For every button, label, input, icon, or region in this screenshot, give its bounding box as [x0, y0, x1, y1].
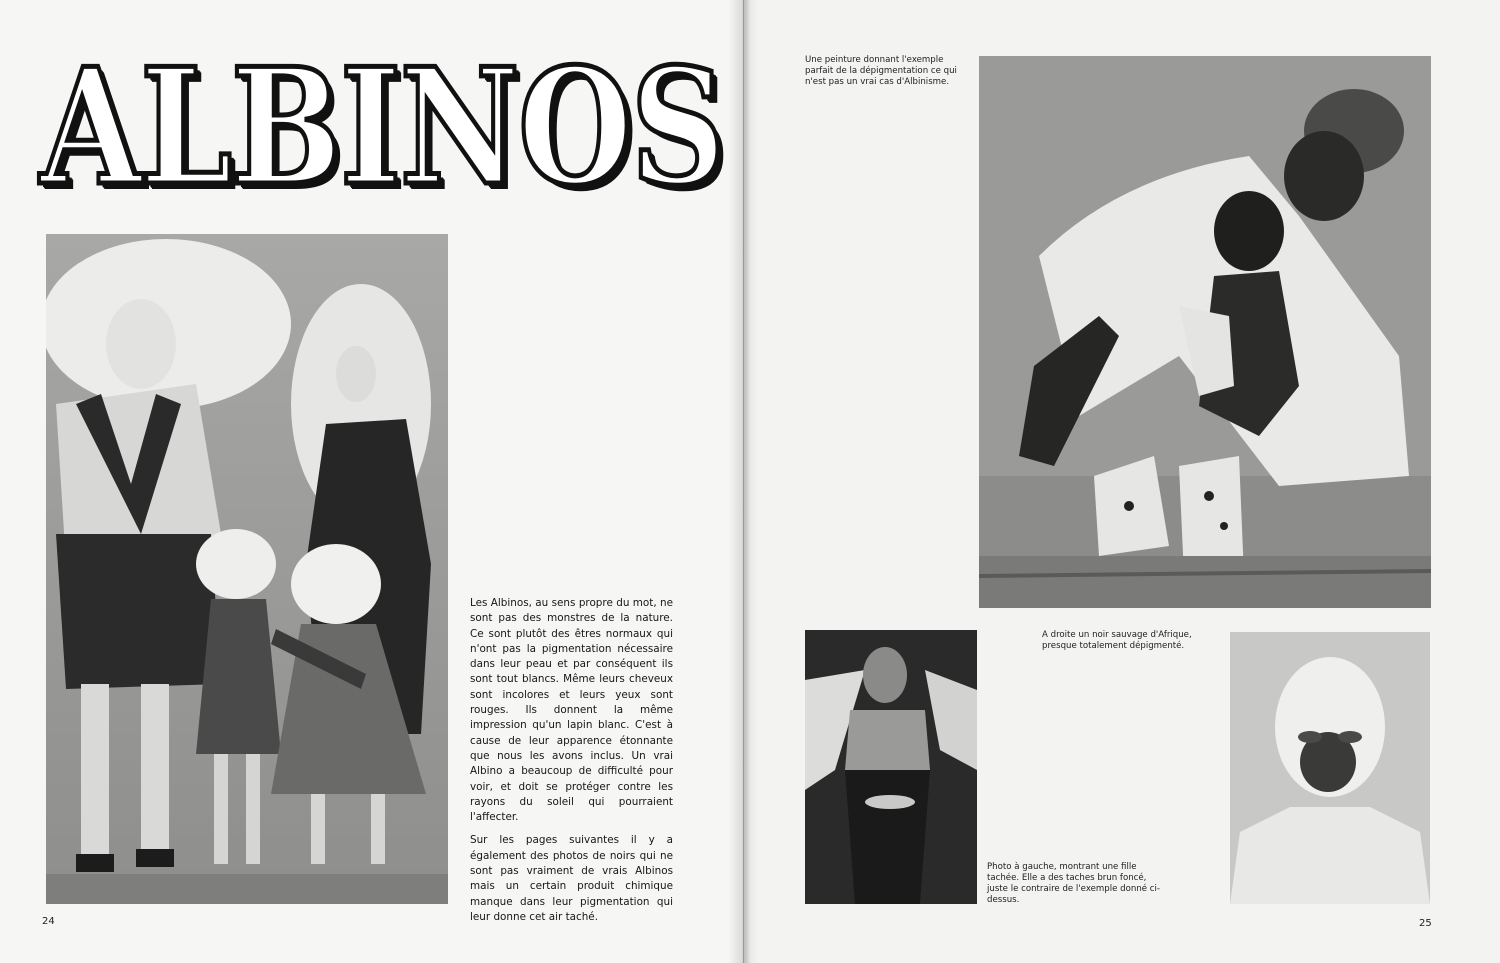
article-paragraph-2: Sur les pages suivantes il y a également des photos de noirs qui ne sont pas vraiment de vrais Albinos mais un certain produit chimique manque dans leur pigmentation qui leur donne cet air taché.: [470, 834, 673, 923]
article-paragraph-1: Les Albinos, au sens propre du mot, ne sont pas des monstres de la nature. Ce sont plutôt des êtres normaux qui n'ont pas la pigmentation nécessaire dans leur peau et par conséquent ils sont tout blancs. Même leurs cheveux sont incolores et leurs yeux sont rouges. Ils donnent la même impression qu'un lapin blanc. C'est à cause de leur apparence étonnante que nous les avons inclus. Un vrai Albino a beaucoup de difficulté pour voir, et doit se protéger contre les rayons du soleil qui pourraient l'affecter.: [470, 597, 673, 824]
left-girl-caption: Photo à gauche, montrant une fille tachée. Elle a des taches brun foncé, juste le contraire de l'exemple donné ci-dessus.: [987, 862, 1160, 905]
page-title: ALBINOS: [40, 33, 724, 221]
painting-photo: [979, 56, 1431, 608]
spotted-girl-photo: [805, 630, 977, 904]
page-number-left: 24: [42, 916, 55, 927]
page-number-right: 25: [1419, 918, 1432, 929]
albino-family-photo: [46, 234, 448, 904]
spotted-girl-illustration: [805, 630, 977, 904]
left-page: [0, 0, 745, 963]
right-man-caption: A droite un noir sauvage d'Afrique, presque totalement dépigmenté.: [1042, 630, 1192, 651]
right-page: [745, 0, 1500, 963]
article-body: [470, 596, 673, 933]
depigmented-man-illustration: [1230, 632, 1430, 904]
depigmented-man-photo: [1230, 632, 1430, 904]
painting-caption: Une peinture donnant l'exemple parfait de la dépigmentation ce qui n'est pas un vrai cas d'Albinisme.: [805, 55, 957, 87]
painting-illustration: [979, 56, 1431, 608]
albino-family-illustration: [46, 234, 448, 904]
spine-line: [743, 0, 744, 963]
